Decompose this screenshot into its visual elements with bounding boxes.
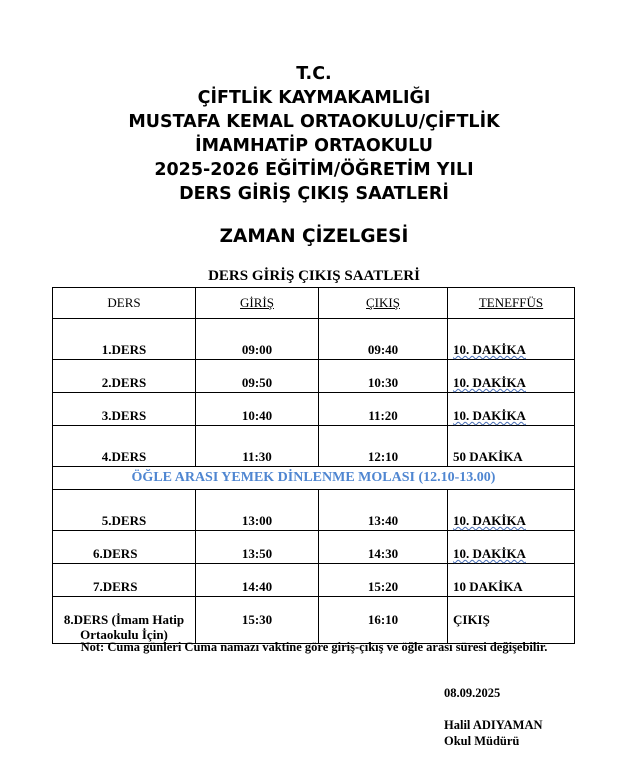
table-row xyxy=(53,360,575,393)
cell-teneffus: 50 DAKİKA xyxy=(448,426,575,467)
table-caption: DERS GİRİŞ ÇIKIŞ SAATLERİ xyxy=(208,268,420,284)
signatory-name: Halil ADIYAMAN xyxy=(444,718,543,732)
header-line-school-1: MUSTAFA KEMAL ORTAOKULU/ÇİFTLİK xyxy=(128,112,500,132)
header-line-kaymakamlik: ÇİFTLİK KAYMAKAMLIĞI xyxy=(197,88,431,108)
table-row xyxy=(53,564,575,597)
cell-ders: 5.DERS xyxy=(53,490,196,531)
table-row xyxy=(53,393,575,426)
cell-giris: 15:30 xyxy=(196,597,319,644)
signatory-title: Okul Müdürü xyxy=(444,734,520,748)
cell-cikis: 09:40 xyxy=(319,319,448,360)
cell-ders: 1.DERS xyxy=(53,319,196,360)
column-header-giris: GİRİŞ xyxy=(196,288,319,319)
header-line-title: DERS GİRİŞ ÇIKIŞ SAATLERİ xyxy=(179,184,449,204)
cell-teneffus: 10. DAKİKA xyxy=(453,546,526,561)
cell-ders: 3.DERS xyxy=(53,393,196,426)
schedule-table xyxy=(52,287,575,644)
cell-teneffus: 10. DAKİKA xyxy=(453,342,526,357)
cell-ders: 8.DERS (İmam Hatip Ortaokulu İçin) xyxy=(53,597,196,644)
cell-teneffus: ÇIKIŞ xyxy=(448,597,575,644)
document-header xyxy=(0,62,628,206)
column-header-ders: DERS xyxy=(53,288,196,319)
document-subtitle: ZAMAN ÇİZELGESİ xyxy=(219,226,409,247)
cell-teneffus: 10. DAKİKA xyxy=(453,513,526,528)
lunch-break-label: ÖĞLE ARASI YEMEK DİNLENME MOLASI (12.10-13.00) xyxy=(53,467,575,490)
cell-giris: 14:40 xyxy=(196,564,319,597)
cell-cikis: 15:20 xyxy=(319,564,448,597)
cell-giris: 13:00 xyxy=(196,490,319,531)
cell-giris: 11:30 xyxy=(196,426,319,467)
column-header-cikis: ÇIKIŞ xyxy=(319,288,448,319)
cell-ders: 6.DERS xyxy=(53,531,196,564)
table-row xyxy=(53,597,575,644)
cell-cikis: 12:10 xyxy=(319,426,448,467)
cell-ders: 7.DERS xyxy=(53,564,196,597)
cell-cikis: 16:10 xyxy=(319,597,448,644)
cell-giris: 09:00 xyxy=(196,319,319,360)
cell-teneffus: 10 DAKİKA xyxy=(448,564,575,597)
cell-ders: 4.DERS xyxy=(53,426,196,467)
header-line-tc: T.C. xyxy=(296,64,332,84)
table-row xyxy=(53,490,575,531)
signature-block xyxy=(444,717,543,749)
cell-cikis: 14:30 xyxy=(319,531,448,564)
table-row xyxy=(53,531,575,564)
table-row xyxy=(53,426,575,467)
cell-giris: 09:50 xyxy=(196,360,319,393)
cell-ders: 2.DERS xyxy=(53,360,196,393)
table-header-row xyxy=(53,288,575,319)
footnote: Not: Cuma günleri Cuma namazı vaktine göre giriş-çıkış ve öğle arası süresi değişebilir. xyxy=(80,640,548,654)
cell-cikis: 10:30 xyxy=(319,360,448,393)
table-row xyxy=(53,319,575,360)
header-line-school-2: İMAMHATİP ORTAOKULU xyxy=(195,136,433,156)
header-line-year: 2025-2026 EĞİTİM/ÖĞRETİM YILI xyxy=(154,160,474,180)
cell-cikis: 11:20 xyxy=(319,393,448,426)
cell-cikis: 13:40 xyxy=(319,490,448,531)
document-date: 08.09.2025 xyxy=(444,686,501,700)
lunch-break-row xyxy=(53,467,575,490)
cell-giris: 10:40 xyxy=(196,393,319,426)
column-header-teneffus: TENEFFÜS xyxy=(448,288,575,319)
cell-giris: 13:50 xyxy=(196,531,319,564)
cell-teneffus: 10. DAKİKA xyxy=(453,408,526,423)
cell-teneffus: 10. DAKİKA xyxy=(453,375,526,390)
